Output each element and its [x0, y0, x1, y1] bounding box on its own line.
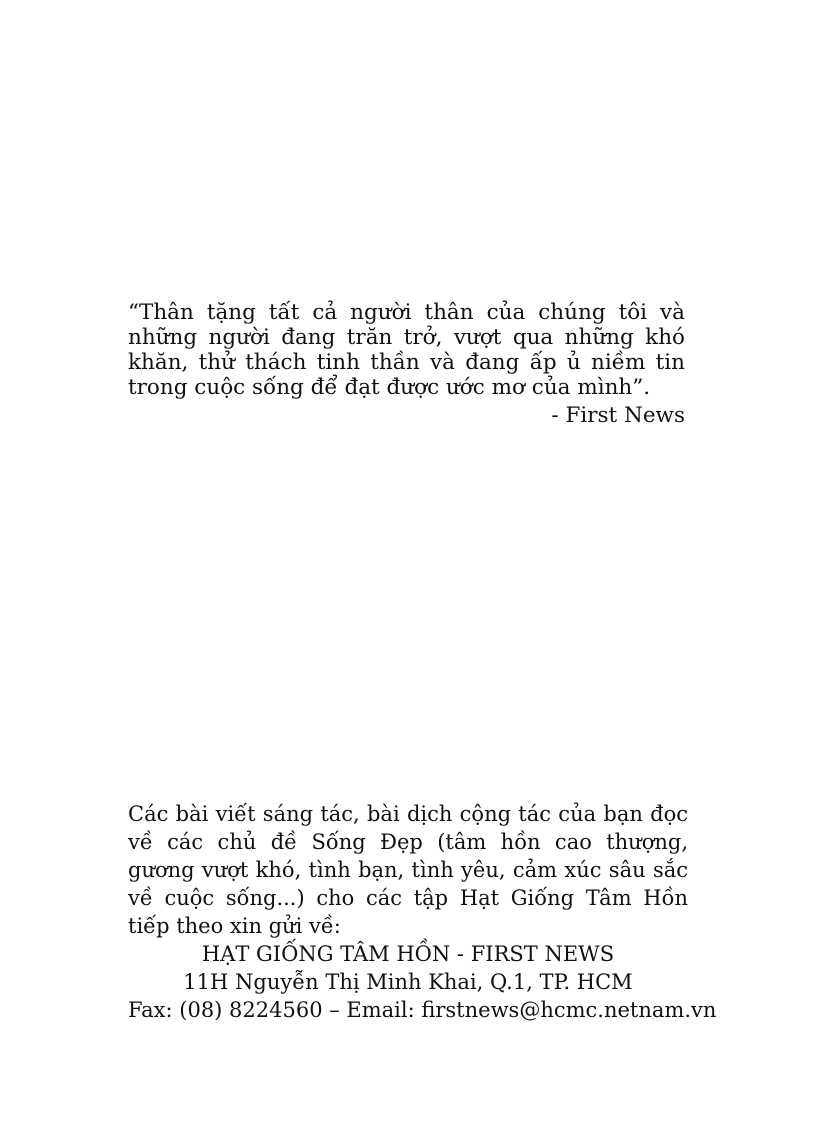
publisher-address: 11H Nguyễn Thị Minh Khai, Q.1, TP. HCM — [183, 970, 633, 994]
submission-info-block — [128, 800, 717, 1024]
dedication-signature: - First News — [551, 403, 685, 428]
submission-invitation: Các bài viết sáng tác, bài dịch cộng tác của bạn đọc về các chủ đề Sống Đẹp (tâm hồn cao thượng, gương vượt khó, tình bạn, tình yêu, cảm xúc sâu sắc về cuộc sống...) cho các tập Hạt Giống Tâm Hồn tiếp theo xin gửi về: — [128, 802, 688, 938]
publisher-fax-email: Fax: (08) 8224560 – Email: firstnews@hcmc.netnam.vn — [128, 998, 717, 1022]
dedication-quote: “Thân tặng tất cả người thân của chúng tôi và những người đang trăn trở, vượt qua những khó khăn, thử thách tinh thần và đang ấp ủ niềm tin trong cuộc sống để đạt được ước mơ của mình”. — [128, 300, 685, 400]
publisher-name: HẠT GIỐNG TÂM HỒN - FIRST NEWS — [201, 942, 615, 966]
dedication-block — [128, 300, 685, 428]
